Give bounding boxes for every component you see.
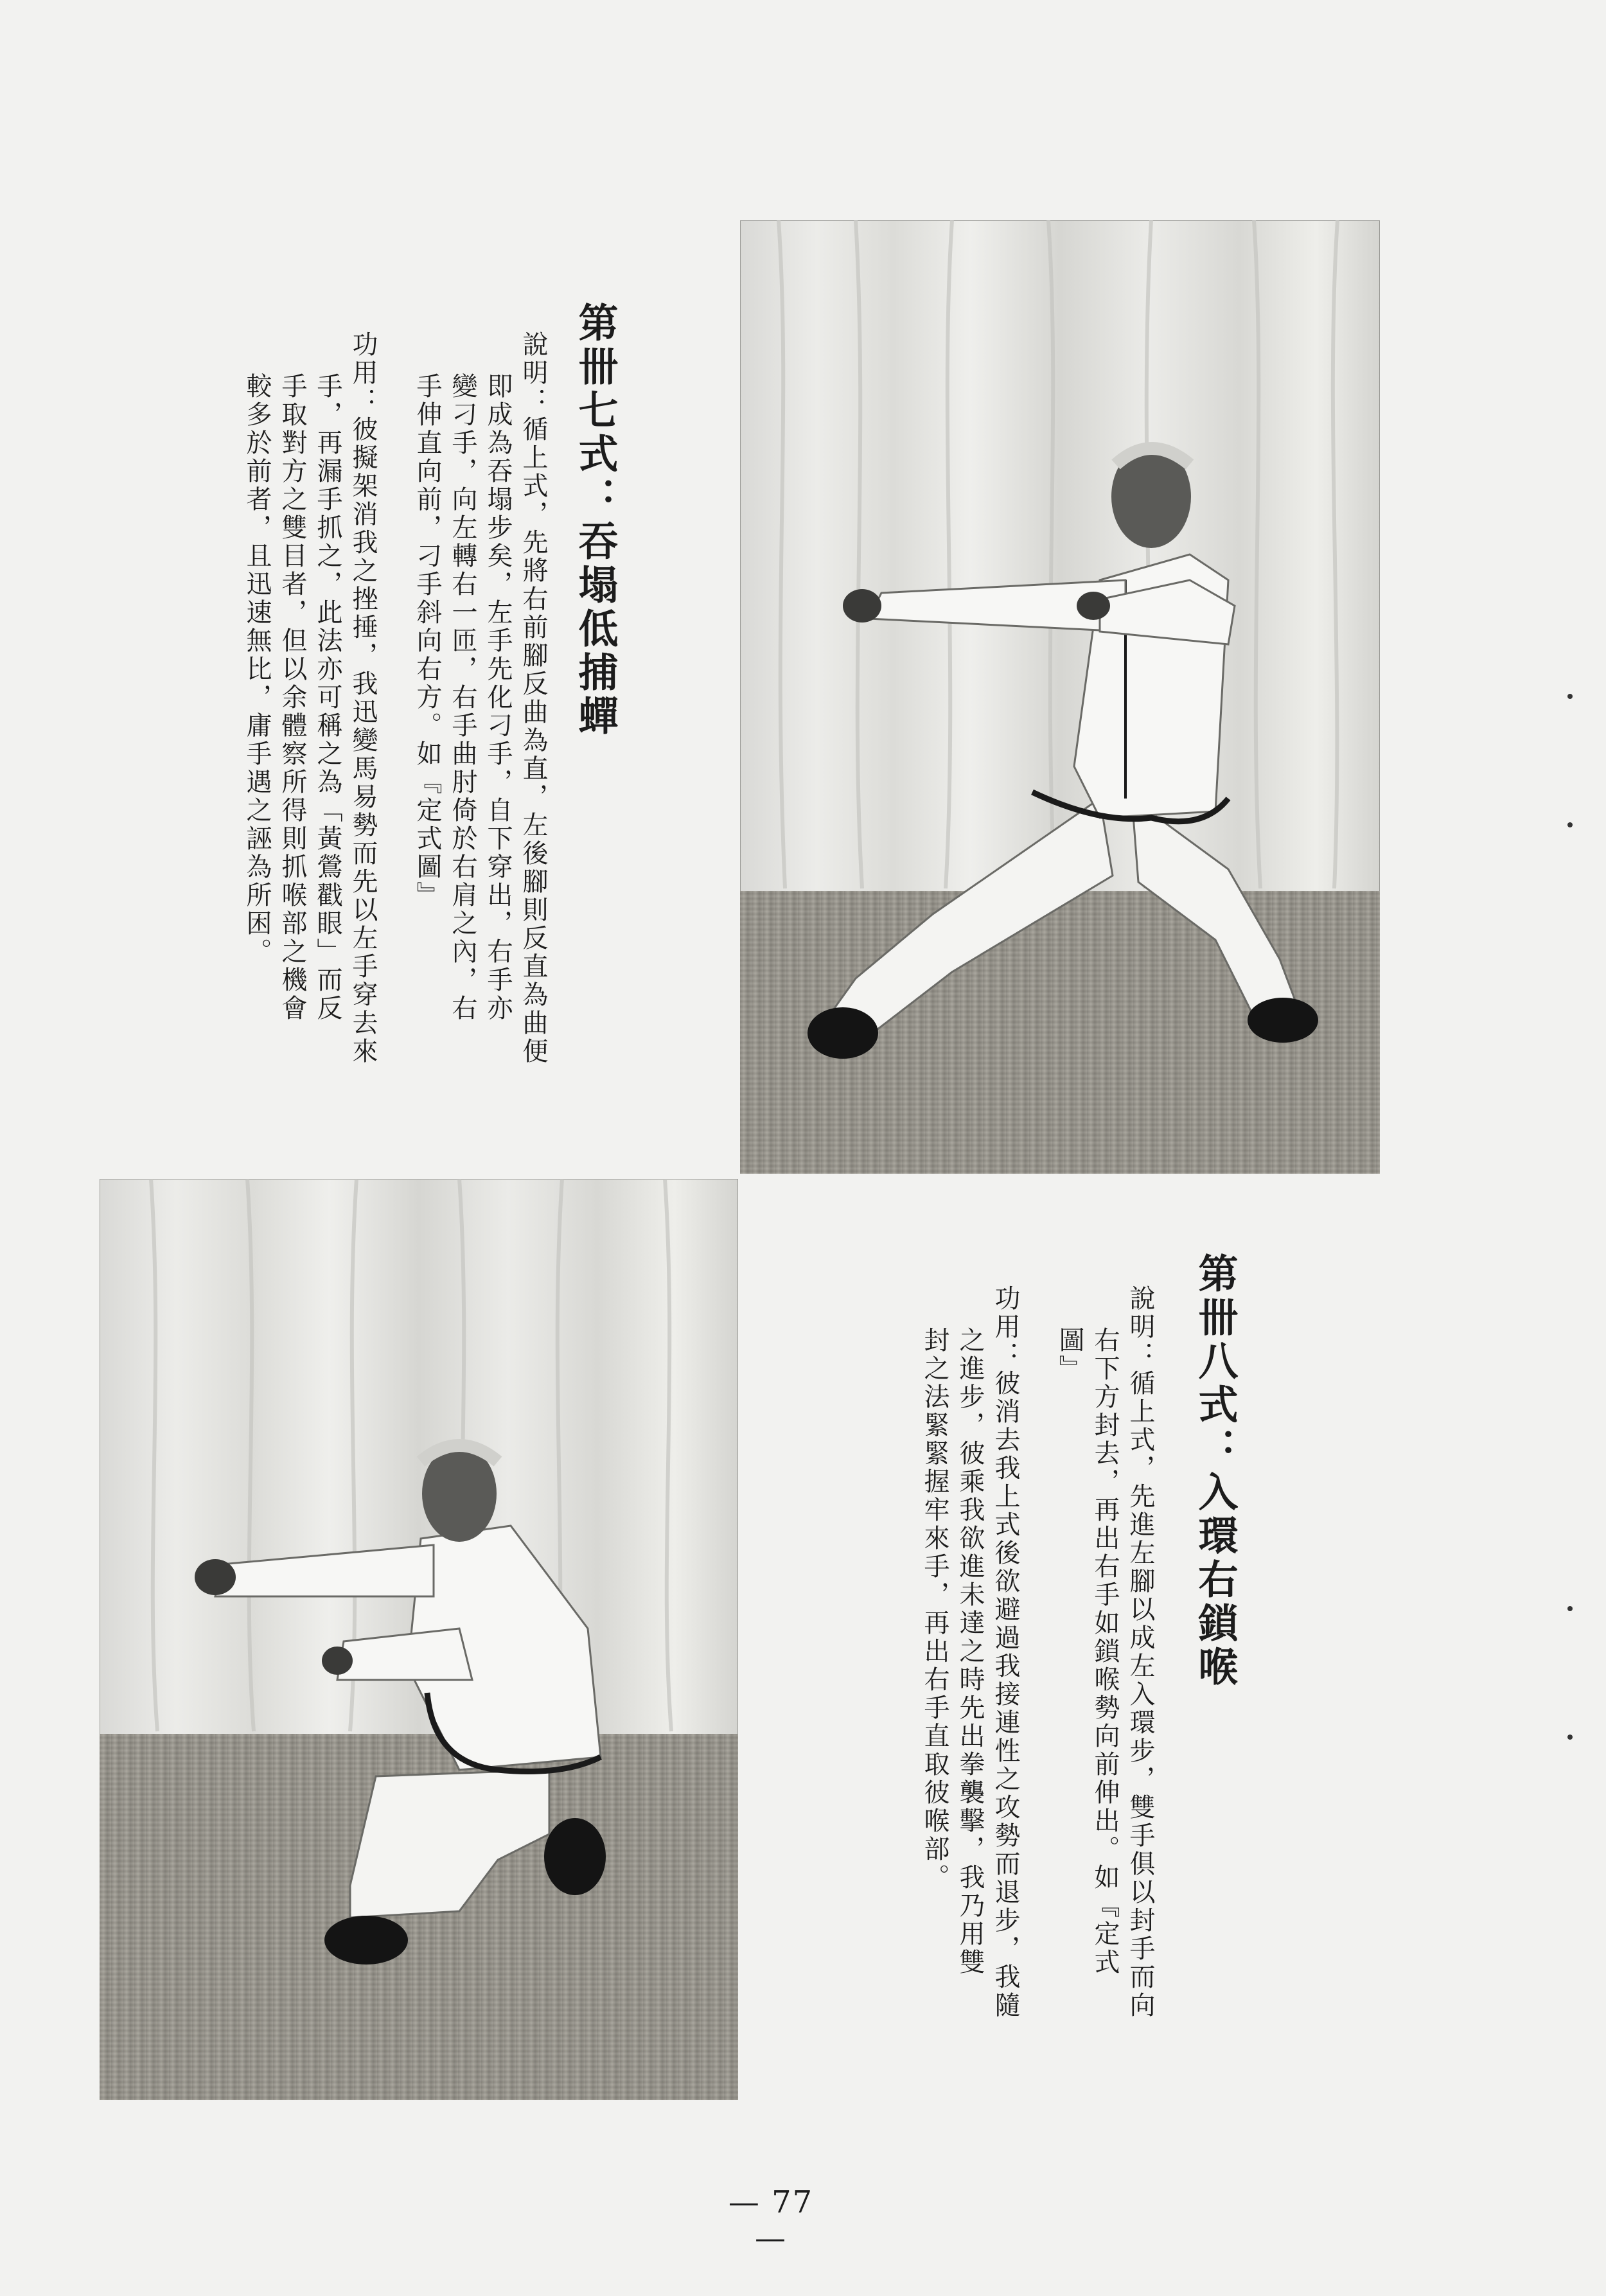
punch-mark xyxy=(1567,1735,1573,1740)
form-38-function-line: 封之法緊緊握牢來手，再出右手直取彼喉部。 xyxy=(920,1327,949,1892)
form-38-function-line: 功用：彼消去我上式後欲避過我接連性之攻勢而退步，我隨 xyxy=(991,1285,1020,2020)
form-37-explanation-line: 手伸直向前，刁手斜向右方。如『定式圖』 xyxy=(412,373,442,910)
form-37-explanation-line: 即成為吞塌步矣，左手先化刁手，自下穿出，右手亦 xyxy=(483,373,513,1023)
form-37-function-line: 功用：彼擬架消我之挫捶，我迅變馬易勢而先以左手穿去來 xyxy=(348,331,378,1066)
form-37-heading: 第卌七式：吞塌低捕蟬 xyxy=(572,302,619,739)
form-37-function-line: 手取對方之雙目者，但以余體察所得則抓喉部之機會 xyxy=(278,373,307,1023)
form-38-explanation-line: 圖』 xyxy=(1055,1327,1084,1383)
form-37-function-line: 手，再漏手抓之，此法亦可稱之為「黃鶯戳眼」而反 xyxy=(313,373,342,1023)
form-37-function-line: 較多於前者，且迅速無比，庸手遇之誣為所困。 xyxy=(242,373,272,966)
form-38-explanation-line: 右下方封去，再出右手如鎖喉勢向前伸出。如『定式 xyxy=(1090,1327,1120,1977)
figure-form-38 xyxy=(100,1179,738,2100)
form-37-explanation-line: 說明：循上式，先將右前腳反曲為直，左後腳則反直為曲便 xyxy=(518,331,548,1066)
page-number: — 77 — xyxy=(728,2184,814,2256)
form-38-explanation-line: 說明：循上式，先進左腳以成左入環步，雙手俱以封手而向 xyxy=(1125,1285,1155,2020)
photo-form-37 xyxy=(740,220,1380,1174)
punch-mark xyxy=(1567,1606,1573,1611)
form-37-explanation-line: 變刁手，向左轉右一匝，右手曲肘倚於右肩之內，右 xyxy=(448,373,477,1023)
form-38-heading: 第卌八式：入環右鎖喉 xyxy=(1192,1253,1239,1690)
punch-mark xyxy=(1567,822,1573,827)
figure-form-37 xyxy=(740,220,1380,1174)
punch-mark xyxy=(1567,694,1573,699)
form-38-function-line: 之進步，彼乘我欲進未達之時先出拳襲擊，我乃用雙 xyxy=(955,1327,985,1977)
photo-form-38 xyxy=(100,1179,738,2100)
